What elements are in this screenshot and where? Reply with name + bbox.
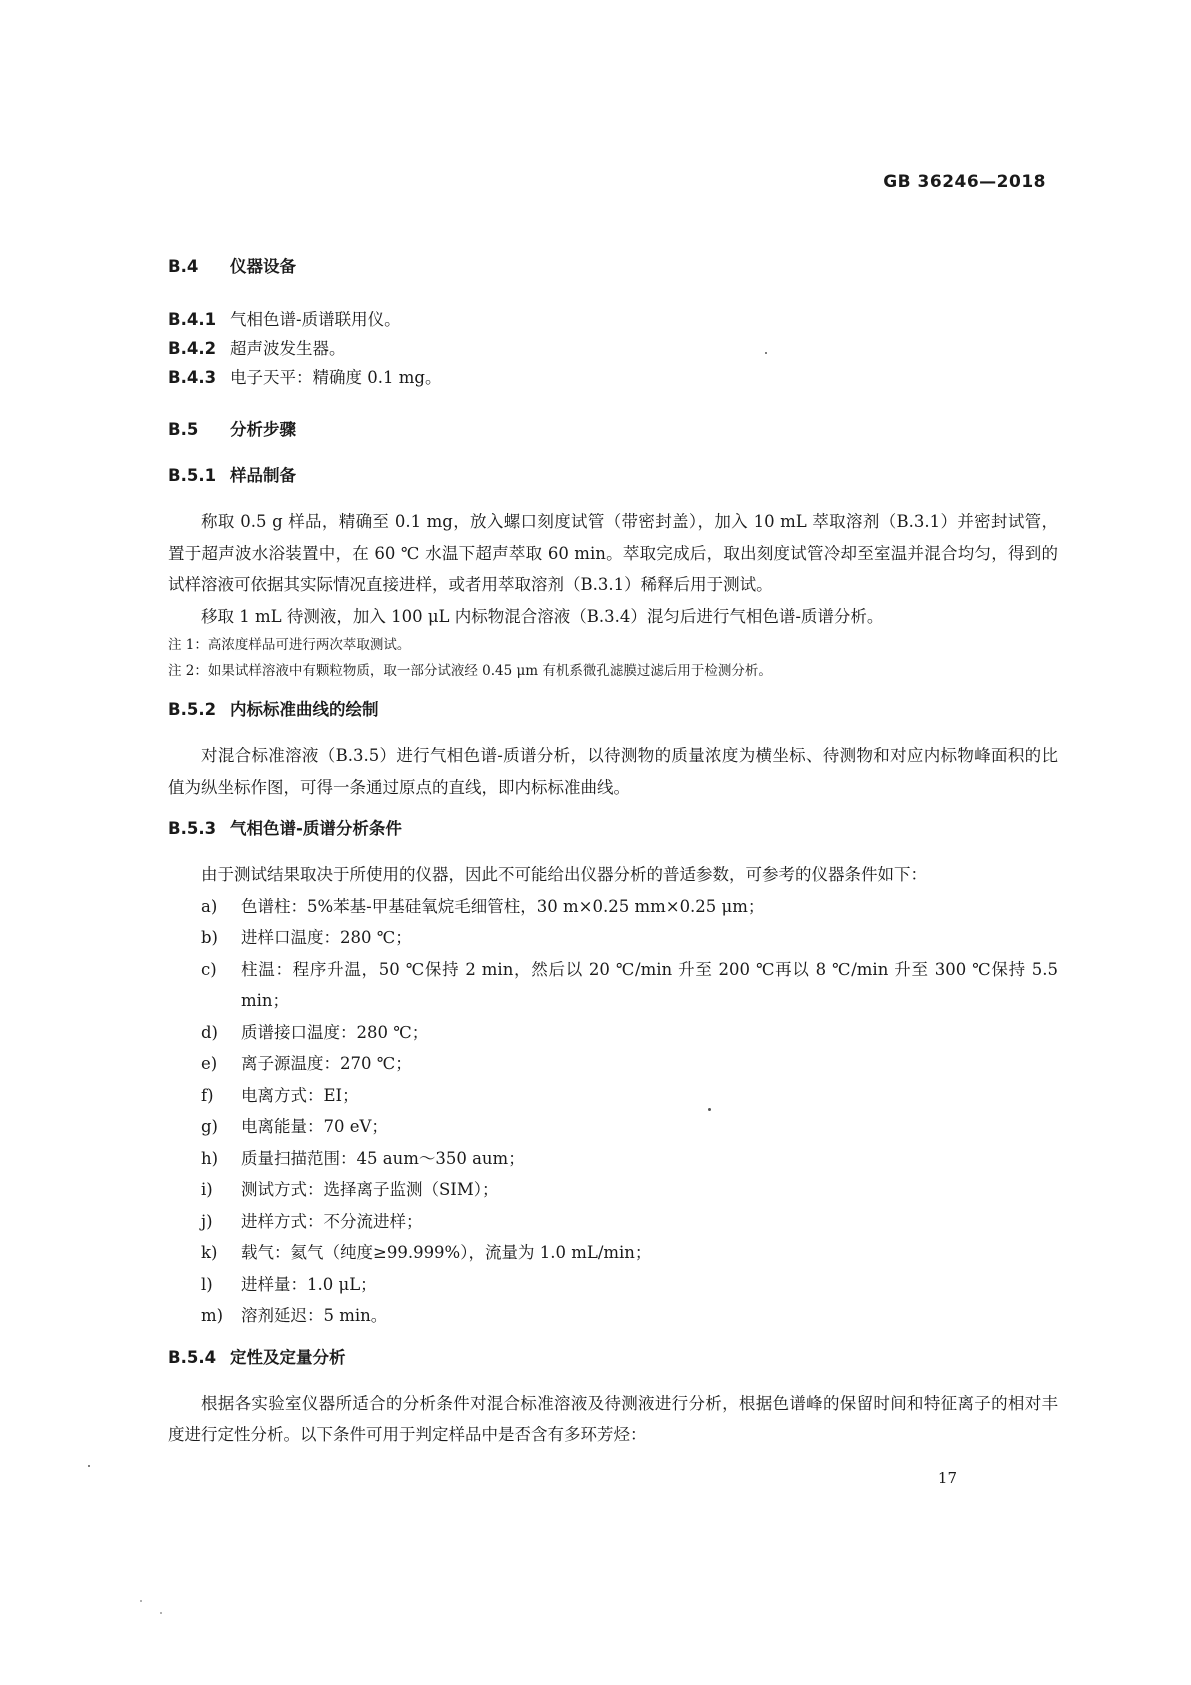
list-label: f) xyxy=(201,1085,214,1105)
subsection-number: B.5.3 xyxy=(168,819,217,838)
paragraph-sample-prep: 称取 0.5 g 样品，精确至 0.1 mg，放入螺口刻度试管（带密封盖），加入 10 mL 萃取溶剂（B.3.1）并密封试管，置于超声波水浴装置中，在 60 ℃ 水温下超声萃取 60 min。萃取完成后，取出刻度试管冷却至室温并混合均匀，得到的试样溶液可依据其实际情况直接进样，或者用萃取溶剂（B.3.1）稀释后用于测试。 xyxy=(168,512,1058,594)
list-label: a) xyxy=(201,896,218,916)
scan-speck xyxy=(140,1600,142,1602)
list-label: i) xyxy=(201,1180,213,1199)
scan-speck xyxy=(708,1108,711,1111)
list-text: 载气：氦气（纯度≥99.999%），流量为 1.0 mL/min； xyxy=(241,1243,652,1262)
subsection-title: 定性及定量分析 xyxy=(230,1347,346,1367)
list-label: h) xyxy=(201,1148,219,1168)
section-title: 分析步骤 xyxy=(230,420,296,439)
list-item xyxy=(168,1048,1058,1080)
standard-number: GB 36246—2018 xyxy=(883,172,1046,192)
subsection-heading-b54 xyxy=(168,1346,1058,1370)
list-label: j) xyxy=(201,1211,213,1231)
list-text: 柱温：程序升温，50 ℃保持 2 min，然后以 20 ℃/min 升至 200 ℃再以 8 ℃/min 升至 300 ℃保持 5.5 min； xyxy=(241,959,1058,1010)
list-label: m) xyxy=(201,1306,224,1325)
paragraph-conditions-intro: 由于测试结果取决于所使用的仪器，因此不可能给出仪器分析的普适参数，可参考的仪器条件如下： xyxy=(201,865,927,884)
item-number: B.4.1 xyxy=(168,310,217,329)
section-heading-b4 xyxy=(168,255,1058,279)
list-item xyxy=(168,1300,1058,1332)
section-title: 仪器设备 xyxy=(230,257,296,276)
subsection-heading-b53 xyxy=(168,817,1058,841)
section-heading-b5 xyxy=(168,418,1058,442)
list-label: e) xyxy=(201,1054,218,1073)
item-number: B.4.2 xyxy=(168,339,217,358)
note-2: 注 2：如果试样溶液中有颗粒物质，取一部分试液经 0.45 μm 有机系微孔滤膜过滤后用于检测分析。 xyxy=(168,663,772,679)
paragraph-calibration: 对混合标准溶液（B.3.5）进行气相色谱-质谱分析，以待测物的质量浓度为横坐标、待测物和对应内标物峰面积的比值为纵坐标作图，可得一条通过原点的直线，即内标标准曲线。 xyxy=(168,746,1058,797)
instrument-conditions-list xyxy=(168,891,1058,1332)
document-body xyxy=(168,255,1058,1451)
subsection-title: 样品制备 xyxy=(230,466,296,485)
subsection-number: B.5.1 xyxy=(168,466,217,485)
list-item xyxy=(168,1269,1058,1301)
list-item xyxy=(168,1237,1058,1269)
list-item xyxy=(168,1080,1058,1112)
list-text: 电离能量：70 eV； xyxy=(241,1117,388,1136)
list-text: 进样口温度：280 ℃； xyxy=(241,928,412,947)
list-item xyxy=(168,954,1058,1017)
section-number: B.5 xyxy=(168,420,199,439)
list-label: k) xyxy=(201,1243,218,1262)
subsection-heading-b51 xyxy=(168,464,1058,488)
item-text: 超声波发生器。 xyxy=(230,339,346,358)
subsection-title: 内标标准曲线的绘制 xyxy=(230,700,379,719)
list-label: l) xyxy=(201,1274,213,1294)
list-text: 进样量：1.0 μL； xyxy=(241,1274,377,1294)
list-item xyxy=(168,891,1058,923)
scan-speck xyxy=(160,1612,162,1614)
page-number: 17 xyxy=(937,1469,957,1487)
list-text: 质量扫描范围：45 aum～350 aum； xyxy=(241,1148,525,1168)
equipment-list xyxy=(168,305,1058,392)
note-1: 注 1：高浓度样品可进行两次萃取测试。 xyxy=(168,637,411,653)
section-number: B.4 xyxy=(168,257,199,276)
list-label: c) xyxy=(201,959,217,979)
scan-speck xyxy=(765,352,767,354)
list-item xyxy=(168,922,1058,954)
list-item xyxy=(168,1111,1058,1143)
list-text: 溶剂延迟：5 min。 xyxy=(241,1306,388,1325)
list-item xyxy=(168,1174,1058,1206)
list-item xyxy=(168,1206,1058,1238)
list-text: 色谱柱：5%苯基-甲基硅氧烷毛细管柱，30 m×0.25 mm×0.25 μm； xyxy=(241,896,765,916)
list-item xyxy=(168,1143,1058,1175)
list-label: g) xyxy=(201,1117,218,1136)
item-number: B.4.3 xyxy=(168,368,217,387)
paragraph-sample-transfer: 移取 1 mL 待测液，加入 100 μL 内标物混合溶液（B.3.4）混匀后进行气相色谱-质谱分析。 xyxy=(201,606,884,626)
subsection-number: B.5.4 xyxy=(168,1347,217,1367)
item-text: 气相色谱-质谱联用仪。 xyxy=(230,310,401,329)
equipment-item xyxy=(168,305,1058,334)
equipment-item xyxy=(168,334,1058,363)
list-text: 电离方式：EI； xyxy=(241,1085,359,1105)
subsection-number: B.5.2 xyxy=(168,700,217,719)
scan-speck xyxy=(88,1465,90,1467)
list-label: d) xyxy=(201,1022,218,1042)
list-text: 质谱接口温度：280 ℃； xyxy=(241,1022,429,1042)
list-label: b) xyxy=(201,928,218,947)
subsection-heading-b52 xyxy=(168,698,1058,722)
equipment-item xyxy=(168,363,1058,392)
list-text: 离子源温度：270 ℃； xyxy=(241,1054,412,1073)
list-text: 进样方式：不分流进样； xyxy=(241,1211,423,1231)
list-text: 测试方式：选择离子监测（SIM）； xyxy=(241,1180,499,1199)
paragraph-qualitative-analysis: 根据各实验室仪器所适合的分析条件对混合标准溶液及待测液进行分析，根据色谱峰的保留时间和特征离子的相对丰度进行定性分析。以下条件可用于判定样品中是否含有多环芳烃： xyxy=(168,1393,1058,1444)
item-text: 电子天平：精确度 0.1 mg。 xyxy=(230,368,442,387)
subsection-title: 气相色谱-质谱分析条件 xyxy=(230,819,402,838)
list-item xyxy=(168,1017,1058,1049)
